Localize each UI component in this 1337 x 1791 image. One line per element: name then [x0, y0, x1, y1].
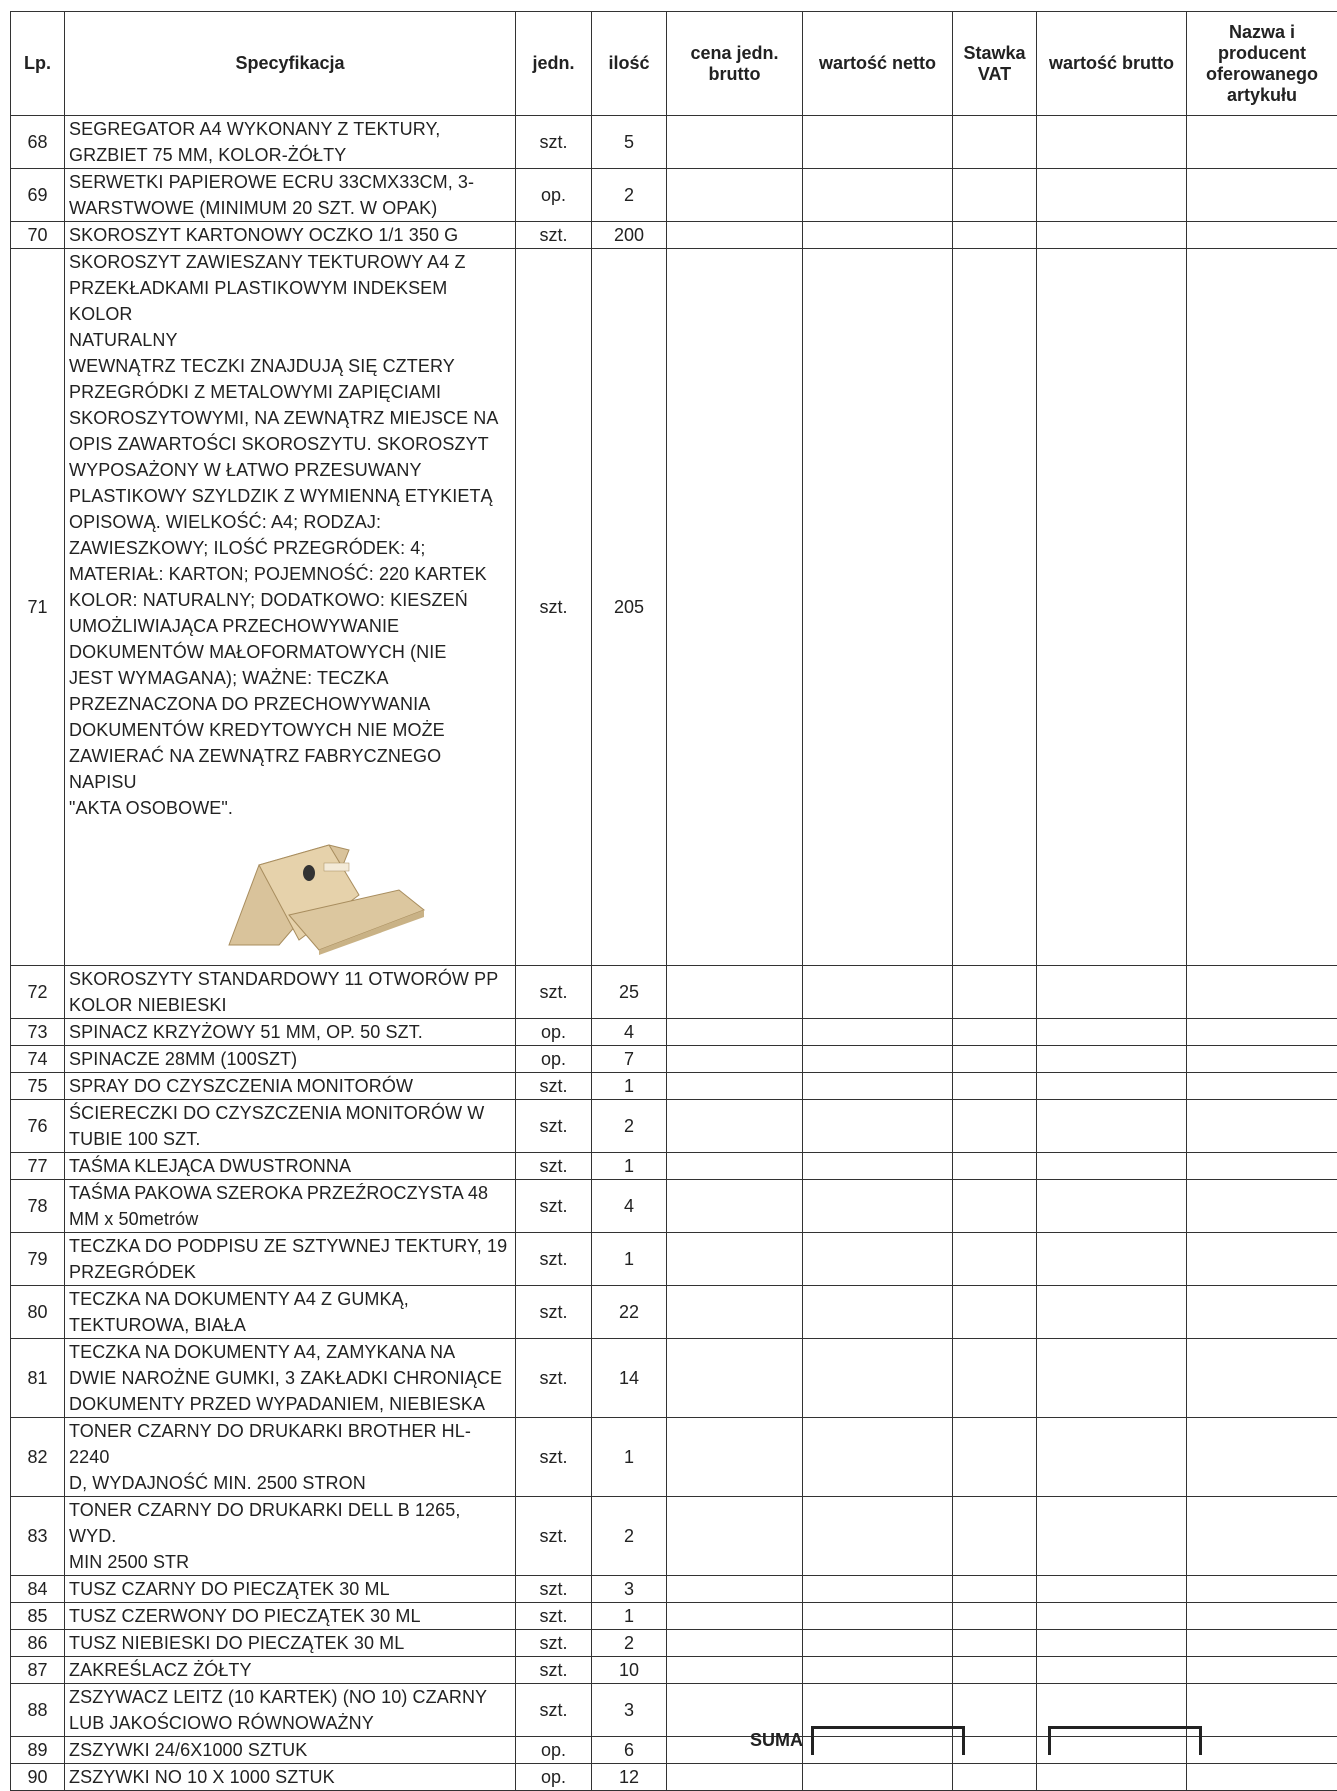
spec-text: SPINACZE 28MM (100SZT) — [69, 1046, 511, 1072]
cell-lp: 69 — [11, 169, 65, 222]
cell-qty: 1 — [592, 1073, 667, 1100]
cell-spec — [65, 1657, 516, 1684]
table-row — [11, 1019, 1337, 1046]
cell-lp: 72 — [11, 966, 65, 1019]
cell-lp: 86 — [11, 1630, 65, 1657]
cell-gross[interactable] — [1037, 1046, 1187, 1073]
cell-lp: 75 — [11, 1073, 65, 1100]
cell-lp: 83 — [11, 1497, 65, 1576]
cell-vat[interactable] — [953, 169, 1037, 222]
suma-label: SUMA — [750, 1730, 803, 1751]
cell-unit: op. — [516, 1046, 592, 1073]
cell-producer[interactable] — [1187, 1019, 1337, 1046]
cell-unit-price[interactable] — [667, 1180, 803, 1233]
cell-gross[interactable] — [1037, 1630, 1187, 1657]
cell-unit: szt. — [516, 1684, 592, 1737]
cell-unit-price[interactable] — [667, 169, 803, 222]
cell-unit-price[interactable] — [667, 1497, 803, 1576]
cell-net[interactable] — [803, 1339, 953, 1418]
cell-vat[interactable] — [953, 1100, 1037, 1153]
cell-qty: 14 — [592, 1339, 667, 1418]
cell-qty: 12 — [592, 1764, 667, 1791]
table-row — [11, 1180, 1337, 1233]
table-row — [11, 966, 1337, 1019]
cell-gross[interactable] — [1037, 169, 1187, 222]
cell-unit: szt. — [516, 1497, 592, 1576]
cell-net[interactable] — [803, 1497, 953, 1576]
cell-unit: szt. — [516, 1657, 592, 1684]
cell-spec — [65, 222, 516, 249]
cell-gross[interactable] — [1037, 1657, 1187, 1684]
cell-net[interactable] — [803, 1286, 953, 1339]
cell-producer[interactable] — [1187, 169, 1337, 222]
spec-text: ZAKREŚLACZ ŻÓŁTY — [69, 1657, 511, 1683]
cell-gross[interactable] — [1037, 1153, 1187, 1180]
cell-lp: 85 — [11, 1603, 65, 1630]
cell-spec — [65, 966, 516, 1019]
table-row — [11, 116, 1337, 169]
cell-gross[interactable] — [1037, 1233, 1187, 1286]
cell-spec — [65, 1019, 516, 1046]
spec-text: SEGREGATOR A4 WYKONANY Z TEKTURY, GRZBIET 75 MM, KOLOR-ŻÓŁTY — [69, 116, 511, 168]
cell-unit: szt. — [516, 1073, 592, 1100]
header-row — [11, 12, 1337, 116]
cell-vat[interactable] — [953, 1046, 1037, 1073]
cell-lp: 82 — [11, 1418, 65, 1497]
header-gross: wartość brutto — [1037, 12, 1187, 116]
cell-unit: szt. — [516, 1153, 592, 1180]
cell-unit: op. — [516, 169, 592, 222]
cell-unit: op. — [516, 1737, 592, 1764]
spec-text: TONER CZARNY DO DRUKARKI BROTHER HL-2240 D, WYDAJNOŚĆ MIN. 2500 STRON — [69, 1418, 511, 1496]
cell-unit: szt. — [516, 1603, 592, 1630]
table-row — [11, 1603, 1337, 1630]
suma-gross-field[interactable] — [1048, 1726, 1202, 1755]
cell-producer[interactable] — [1187, 1073, 1337, 1100]
cell-net[interactable] — [803, 1630, 953, 1657]
cell-qty: 2 — [592, 1100, 667, 1153]
cell-unit-price[interactable] — [667, 1603, 803, 1630]
cell-unit: szt. — [516, 1100, 592, 1153]
table-row — [11, 1233, 1337, 1286]
table-row — [11, 1073, 1337, 1100]
cell-gross[interactable] — [1037, 1418, 1187, 1497]
cell-qty: 3 — [592, 1684, 667, 1737]
cell-vat[interactable] — [953, 1630, 1037, 1657]
cell-producer[interactable] — [1187, 1497, 1337, 1576]
cell-qty: 25 — [592, 966, 667, 1019]
cell-lp: 80 — [11, 1286, 65, 1339]
cell-producer[interactable] — [1187, 1418, 1337, 1497]
cell-net[interactable] — [803, 1153, 953, 1180]
cell-producer[interactable] — [1187, 1180, 1337, 1233]
table-row — [11, 222, 1337, 249]
cell-unit-price[interactable] — [667, 1418, 803, 1497]
cell-spec — [65, 1418, 516, 1497]
cell-vat[interactable] — [953, 222, 1037, 249]
cell-qty: 1 — [592, 1603, 667, 1630]
cell-lp: 68 — [11, 116, 65, 169]
cell-producer[interactable] — [1187, 1576, 1337, 1603]
spec-text: TUSZ CZARNY DO PIECZĄTEK 30 ML — [69, 1576, 511, 1602]
cell-lp: 88 — [11, 1684, 65, 1737]
cell-vat[interactable] — [953, 1764, 1037, 1791]
cell-qty: 1 — [592, 1418, 667, 1497]
cell-unit-price[interactable] — [667, 1073, 803, 1100]
table-row — [11, 1153, 1337, 1180]
header-qty: ilość — [592, 12, 667, 116]
cell-spec — [65, 116, 516, 169]
cell-lp: 74 — [11, 1046, 65, 1073]
cell-lp: 71 — [11, 249, 65, 966]
cell-net[interactable] — [803, 1576, 953, 1603]
hanging-folder-image — [219, 835, 429, 955]
cell-qty: 7 — [592, 1046, 667, 1073]
cell-qty: 2 — [592, 1630, 667, 1657]
table-row — [11, 1630, 1337, 1657]
cell-unit: szt. — [516, 1339, 592, 1418]
spec-text: SPRAY DO CZYSZCZENIA MONITORÓW — [69, 1073, 511, 1099]
cell-vat[interactable] — [953, 1180, 1037, 1233]
cell-lp: 84 — [11, 1576, 65, 1603]
cell-producer[interactable] — [1187, 1630, 1337, 1657]
cell-gross[interactable] — [1037, 1497, 1187, 1576]
cell-net[interactable] — [803, 1418, 953, 1497]
cell-producer[interactable] — [1187, 1339, 1337, 1418]
cell-unit: op. — [516, 1764, 592, 1791]
cell-net[interactable] — [803, 1233, 953, 1286]
spec-text: SKOROSZYTY STANDARDOWY 11 OTWORÓW PP KOLOR NIEBIESKI — [69, 966, 511, 1018]
cell-net[interactable] — [803, 1046, 953, 1073]
cell-producer[interactable] — [1187, 1603, 1337, 1630]
cell-qty: 4 — [592, 1019, 667, 1046]
cell-vat[interactable] — [953, 1603, 1037, 1630]
cell-lp: 79 — [11, 1233, 65, 1286]
cell-vat[interactable] — [953, 1418, 1037, 1497]
spec-text: TUSZ CZERWONY DO PIECZĄTEK 30 ML — [69, 1603, 511, 1629]
cell-gross[interactable] — [1037, 249, 1187, 966]
table-row — [11, 1286, 1337, 1339]
cell-net[interactable] — [803, 1073, 953, 1100]
spec-text: SPINACZ KRZYŻOWY 51 MM, OP. 50 SZT. — [69, 1019, 511, 1045]
cell-qty: 3 — [592, 1576, 667, 1603]
cell-unit: szt. — [516, 222, 592, 249]
cell-producer[interactable] — [1187, 1764, 1337, 1791]
table-row — [11, 249, 1337, 966]
cell-unit: szt. — [516, 966, 592, 1019]
cell-vat[interactable] — [953, 1339, 1037, 1418]
cell-unit-price[interactable] — [667, 1339, 803, 1418]
cell-net[interactable] — [803, 1100, 953, 1153]
cell-spec — [65, 1286, 516, 1339]
spec-text: TECZKA DO PODPISU ZE SZTYWNEJ TEKTURY, 19 PRZEGRÓDEK — [69, 1233, 511, 1285]
spec-text: ZSZYWKI 24/6X1000 SZTUK — [69, 1737, 511, 1763]
cell-unit: szt. — [516, 1233, 592, 1286]
cell-spec — [65, 1046, 516, 1073]
cell-qty: 4 — [592, 1180, 667, 1233]
spec-text: TAŚMA KLEJĄCA DWUSTRONNA — [69, 1153, 511, 1179]
header-unit-price: cena jedn. brutto — [667, 12, 803, 116]
cell-net[interactable] — [803, 249, 953, 966]
cell-qty: 205 — [592, 249, 667, 966]
cell-net[interactable] — [803, 116, 953, 169]
cell-lp: 89 — [11, 1737, 65, 1764]
cell-spec — [65, 1100, 516, 1153]
cell-unit: op. — [516, 1019, 592, 1046]
cell-unit: szt. — [516, 1180, 592, 1233]
cell-net[interactable] — [803, 222, 953, 249]
cell-lp: 77 — [11, 1153, 65, 1180]
cell-qty: 22 — [592, 1286, 667, 1339]
cell-gross[interactable] — [1037, 222, 1187, 249]
table-row — [11, 169, 1337, 222]
suma-row — [0, 1726, 1337, 1755]
cell-producer[interactable] — [1187, 1046, 1337, 1073]
cell-unit-price[interactable] — [667, 1153, 803, 1180]
cell-gross[interactable] — [1037, 116, 1187, 169]
header-unit: jedn. — [516, 12, 592, 116]
cell-vat[interactable] — [953, 1153, 1037, 1180]
cell-spec — [65, 1576, 516, 1603]
cell-net[interactable] — [803, 1764, 953, 1791]
cell-unit-price[interactable] — [667, 1576, 803, 1603]
table-body — [11, 116, 1337, 1791]
cell-gross[interactable] — [1037, 1100, 1187, 1153]
cell-spec — [65, 1180, 516, 1233]
spec-text: TONER CZARNY DO DRUKARKI DELL B 1265, WYD. MIN 2500 STR — [69, 1497, 511, 1575]
cell-vat[interactable] — [953, 1497, 1037, 1576]
cell-spec — [65, 1497, 516, 1576]
cell-qty: 1 — [592, 1153, 667, 1180]
cell-vat[interactable] — [953, 1073, 1037, 1100]
cell-vat[interactable] — [953, 1576, 1037, 1603]
table-row — [11, 1046, 1337, 1073]
cell-net[interactable] — [803, 169, 953, 222]
cell-unit-price[interactable] — [667, 1233, 803, 1286]
table-row — [11, 1100, 1337, 1153]
table-row — [11, 1497, 1337, 1576]
cell-unit-price[interactable] — [667, 1764, 803, 1791]
table-row — [11, 1657, 1337, 1684]
cell-producer[interactable] — [1187, 1657, 1337, 1684]
cell-spec — [65, 1630, 516, 1657]
cell-qty: 2 — [592, 169, 667, 222]
cell-lp: 73 — [11, 1019, 65, 1046]
cell-vat[interactable] — [953, 1233, 1037, 1286]
cell-producer[interactable] — [1187, 1100, 1337, 1153]
header-net: wartość netto — [803, 12, 953, 116]
cell-unit: szt. — [516, 1630, 592, 1657]
cell-gross[interactable] — [1037, 1019, 1187, 1046]
cell-lp: 76 — [11, 1100, 65, 1153]
cell-spec — [65, 1153, 516, 1180]
cell-vat[interactable] — [953, 249, 1037, 966]
cell-gross[interactable] — [1037, 1286, 1187, 1339]
cell-qty: 5 — [592, 116, 667, 169]
cell-spec — [65, 1764, 516, 1791]
cell-producer[interactable] — [1187, 1286, 1337, 1339]
header-lp: Lp. — [11, 12, 65, 116]
cell-vat[interactable] — [953, 1286, 1037, 1339]
cell-unit-price[interactable] — [667, 1100, 803, 1153]
cell-lp: 81 — [11, 1339, 65, 1418]
cell-unit: szt. — [516, 249, 592, 966]
cell-unit: szt. — [516, 1418, 592, 1497]
cell-gross[interactable] — [1037, 1764, 1187, 1791]
cell-qty: 10 — [592, 1657, 667, 1684]
cell-unit-price[interactable] — [667, 249, 803, 966]
table-row — [11, 1764, 1337, 1791]
spec-text: TUSZ NIEBIESKI DO PIECZĄTEK 30 ML — [69, 1630, 511, 1656]
spec-text: ŚCIERECZKI DO CZYSZCZENIA MONITORÓW W TUBIE 100 SZT. — [69, 1100, 511, 1152]
cell-producer[interactable] — [1187, 1233, 1337, 1286]
cell-lp: 90 — [11, 1764, 65, 1791]
cell-spec — [65, 1603, 516, 1630]
cell-qty: 200 — [592, 222, 667, 249]
cell-net[interactable] — [803, 1603, 953, 1630]
spec-text: SERWETKI PAPIEROWE ECRU 33CMX33CM, 3- WARSTWOWE (MINIMUM 20 SZT. W OPAK) — [69, 169, 511, 221]
cell-spec — [65, 1339, 516, 1418]
cell-lp: 70 — [11, 222, 65, 249]
cell-gross[interactable] — [1037, 966, 1187, 1019]
cell-qty: 6 — [592, 1737, 667, 1764]
cell-spec — [65, 169, 516, 222]
cell-vat[interactable] — [953, 1657, 1037, 1684]
cell-vat[interactable] — [953, 116, 1037, 169]
cell-gross[interactable] — [1037, 1073, 1187, 1100]
price-table — [10, 11, 1337, 1791]
cell-unit: szt. — [516, 1576, 592, 1603]
header-spec: Specyfikacja — [65, 12, 516, 116]
cell-unit-price[interactable] — [667, 1286, 803, 1339]
cell-producer[interactable] — [1187, 1153, 1337, 1180]
cell-unit-price[interactable] — [667, 1657, 803, 1684]
header-producer: Nazwa i producent oferowanego artykułu — [1187, 12, 1337, 116]
cell-unit-price[interactable] — [667, 1046, 803, 1073]
cell-unit-price[interactable] — [667, 966, 803, 1019]
cell-unit-price[interactable] — [667, 222, 803, 249]
spec-text: TECZKA NA DOKUMENTY A4 Z GUMKĄ, TEKTUROWA, BIAŁA — [69, 1286, 511, 1338]
cell-vat[interactable] — [953, 1019, 1037, 1046]
spec-text: TECZKA NA DOKUMENTY A4, ZAMYKANA NA DWIE NAROŻNE GUMKI, 3 ZAKŁADKI CHRONIĄCE DOKUMENTY PRZED WYPADANIEM, NIEBIESKA — [69, 1339, 511, 1417]
spec-text: ZSZYWACZ LEITZ (10 KARTEK) (NO 10) CZARNY LUB JAKOŚCIOWO RÓWNOWAŻNY — [69, 1684, 511, 1736]
cell-vat[interactable] — [953, 966, 1037, 1019]
cell-unit-price[interactable] — [667, 116, 803, 169]
table-row — [11, 1418, 1337, 1497]
cell-producer[interactable] — [1187, 222, 1337, 249]
cell-net[interactable] — [803, 966, 953, 1019]
cell-net[interactable] — [803, 1180, 953, 1233]
cell-net[interactable] — [803, 1019, 953, 1046]
cell-unit-price[interactable] — [667, 1630, 803, 1657]
cell-spec — [65, 1073, 516, 1100]
cell-lp: 78 — [11, 1180, 65, 1233]
cell-gross[interactable] — [1037, 1180, 1187, 1233]
cell-producer[interactable] — [1187, 966, 1337, 1019]
cell-lp: 87 — [11, 1657, 65, 1684]
header-vat: Stawka VAT — [953, 12, 1037, 116]
cell-unit-price[interactable] — [667, 1019, 803, 1046]
cell-gross[interactable] — [1037, 1603, 1187, 1630]
cell-producer[interactable] — [1187, 249, 1337, 966]
spec-text: TAŚMA PAKOWA SZEROKA PRZEŹROCZYSTA 48 MM x 50metrów — [69, 1180, 511, 1232]
cell-unit: szt. — [516, 116, 592, 169]
cell-qty: 2 — [592, 1497, 667, 1576]
spec-text: ZSZYWKI NO 10 X 1000 SZTUK — [69, 1764, 511, 1790]
cell-gross[interactable] — [1037, 1576, 1187, 1603]
table-row — [11, 1339, 1337, 1418]
suma-net-field[interactable] — [811, 1726, 965, 1755]
cell-unit: szt. — [516, 1286, 592, 1339]
cell-gross[interactable] — [1037, 1339, 1187, 1418]
cell-producer[interactable] — [1187, 116, 1337, 169]
cell-qty: 1 — [592, 1233, 667, 1286]
cell-spec — [65, 249, 516, 966]
cell-spec — [65, 1233, 516, 1286]
spec-text: SKOROSZYT KARTONOWY OCZKO 1/1 350 G — [69, 222, 511, 248]
cell-net[interactable] — [803, 1657, 953, 1684]
table-row — [11, 1576, 1337, 1603]
spec-text: SKOROSZYT ZAWIESZANY TEKTUROWY A4 Z PRZEKŁADKAMI PLASTIKOWYM INDEKSEM KOLOR NATURALNY WEWNĄTRZ TECZKI ZNAJDUJĄ SIĘ CZTERY PRZEGRÓDKI Z METALOWYMI ZAPIĘCIAMI SKOROSZYTOWYMI, NA ZEWNĄTRZ MIEJSCE NA OPIS ZAWARTOŚCI SKOROSZYTU. SKOROSZYT WYPOSAŻONY W ŁATWO PRZESUWANY PLASTIKOWY SZYLDZIK Z WYMIENNĄ ETYKIETĄ OPISOWĄ. WIELKOŚĆ: A4; RODZAJ: ZAWIESZKOWY; ILOŚĆ PRZEGRÓDEK: 4; MATERIAŁ: KARTON; POJEMNOŚĆ: 220 KARTEK KOLOR: NATURALNY; DODATKOWO: KIESZEŃ UMOŻLIWIAJĄCA PRZECHOWYWANIE DOKUMENTÓW MAŁOFORMATOWYCH (NIE JEST WYMAGANA); WAŻNE: TECZKA PRZEZNACZONA DO PRZECHOWYWANIA DOKUMENTÓW KREDYTOWYCH NIE MOŻE ZAWIERAĆ NA ZEWNĄTRZ FABRYCZNEGO NAPISU "AKTA OSOBOWE". — [69, 249, 511, 821]
